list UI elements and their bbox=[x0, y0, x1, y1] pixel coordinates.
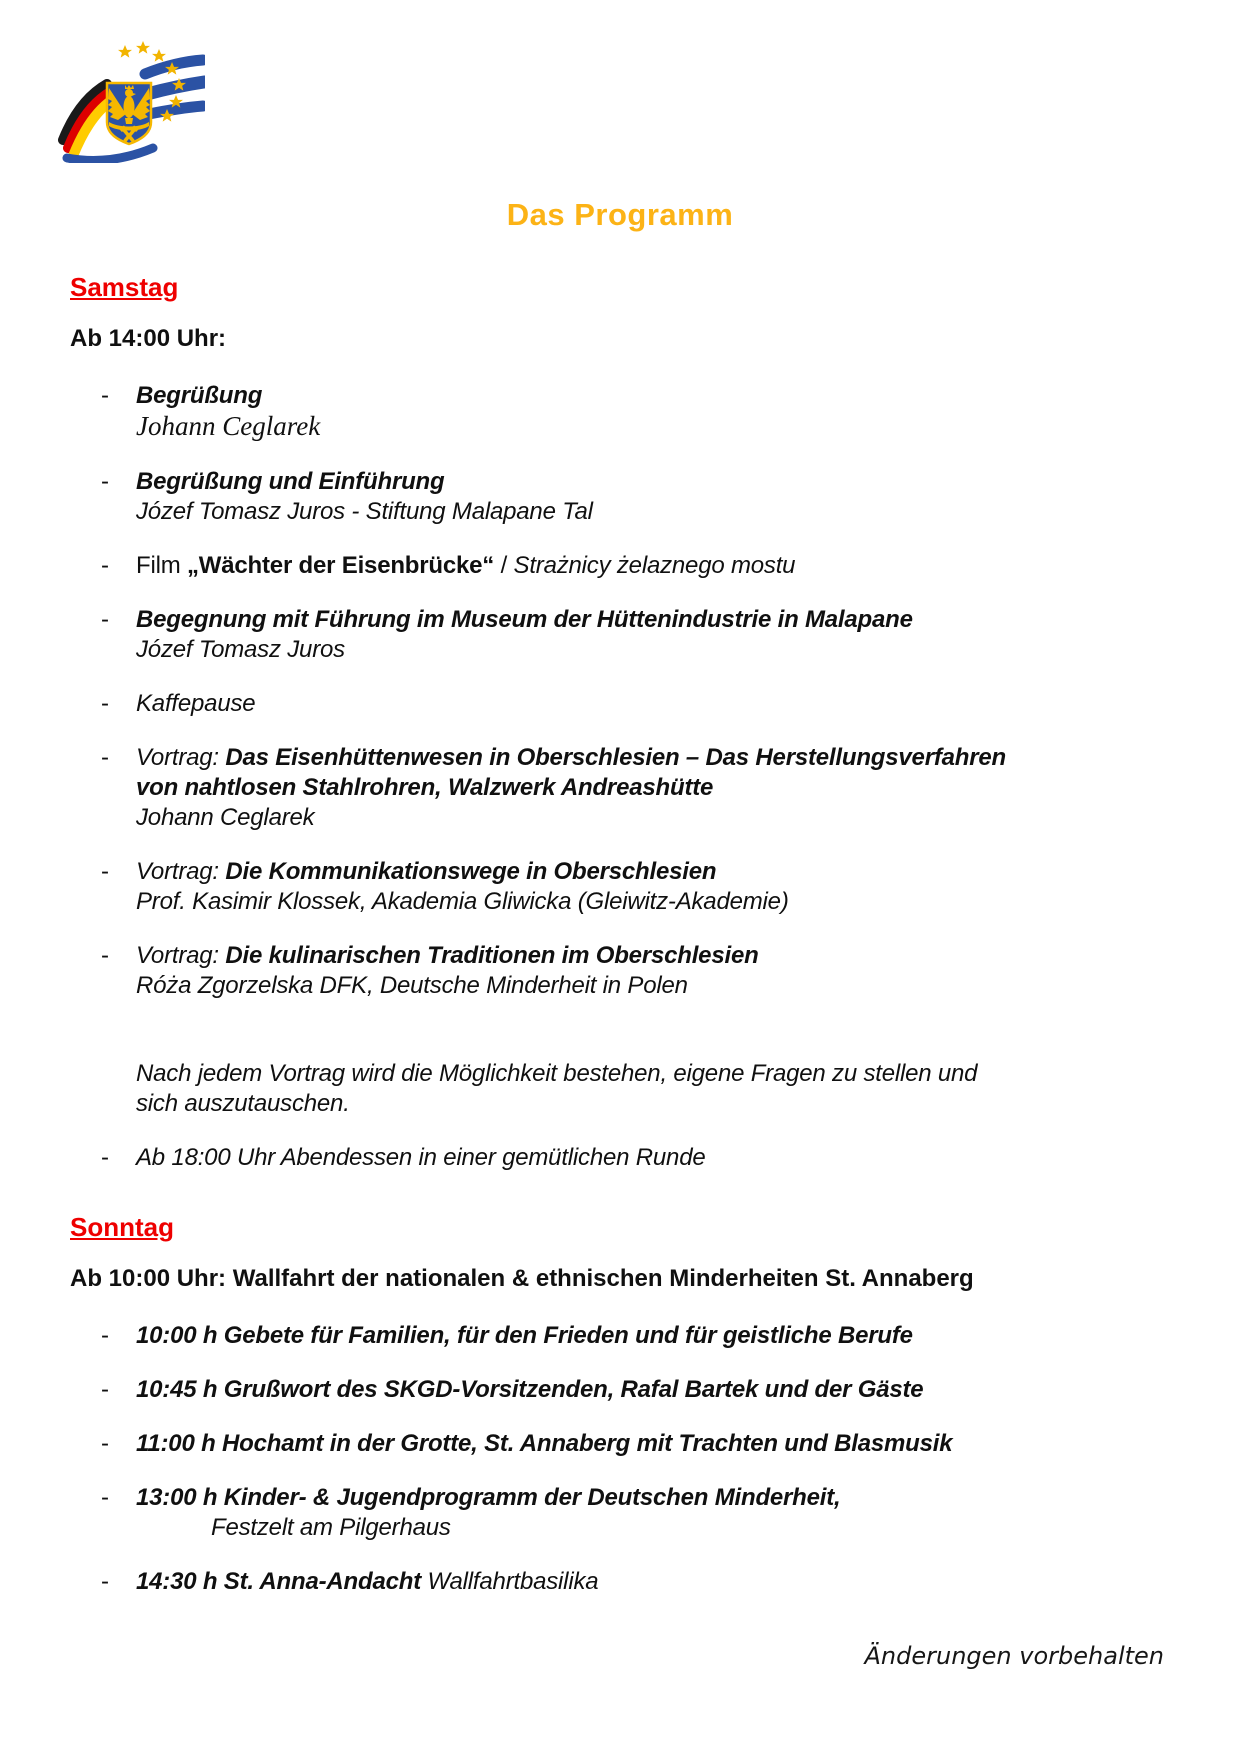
text-run: Strażnicy żelaznego mostu bbox=[513, 552, 796, 579]
text-line bbox=[136, 857, 1170, 887]
text-line bbox=[136, 1375, 1170, 1405]
text-line bbox=[136, 381, 1170, 411]
list-item bbox=[70, 1483, 1170, 1543]
item-text bbox=[136, 1143, 1170, 1173]
bullet-dash: - bbox=[101, 1144, 109, 1171]
item-text bbox=[136, 1321, 1170, 1351]
text-run: / bbox=[494, 552, 514, 579]
item-text bbox=[136, 381, 1170, 443]
text-line bbox=[136, 1089, 1170, 1119]
list-item bbox=[70, 689, 1170, 719]
list-item bbox=[70, 1059, 1170, 1119]
text-run: Begegnung mit Führung im Museum der Hüttenindustrie in Malapane bbox=[136, 606, 913, 633]
text-run: Kaffepause bbox=[136, 690, 256, 717]
text-run: Film bbox=[136, 552, 187, 579]
list-item bbox=[70, 743, 1170, 833]
text-run: Józef Tomasz Juros bbox=[136, 636, 345, 663]
bullet-dash: - bbox=[101, 690, 109, 717]
program-item-list bbox=[70, 381, 1170, 1173]
text-line bbox=[136, 689, 1170, 719]
text-run: Begrüßung und Einführung bbox=[136, 468, 445, 495]
text-run: Róża Zgorzelska DFK, Deutsche Minderheit in Polen bbox=[136, 972, 688, 999]
organization-logo bbox=[55, 36, 205, 163]
text-line bbox=[136, 467, 1170, 497]
bullet-dash: - bbox=[101, 858, 109, 885]
program-item-list bbox=[70, 1321, 1170, 1597]
list-item bbox=[70, 605, 1170, 665]
bullet-dash: - bbox=[101, 468, 109, 495]
bullet-dash: - bbox=[101, 382, 109, 409]
text-run: von nahtlosen Stahlrohren, Walzwerk Andreashütte bbox=[136, 774, 714, 801]
text-line bbox=[136, 605, 1170, 635]
text-run: Prof. Kasimir Klossek, Akademia Gliwicka (Gleiwitz-Akademie) bbox=[136, 888, 789, 915]
list-item bbox=[70, 381, 1170, 443]
text-run: Vortrag: bbox=[136, 744, 226, 771]
text-line bbox=[136, 1513, 1170, 1543]
bullet-dash: - bbox=[101, 1430, 109, 1457]
text-run: Die kulinarischen Traditionen im Oberschlesien bbox=[225, 942, 759, 969]
list-item bbox=[70, 467, 1170, 527]
time-heading: Ab 10:00 Uhr: Wallfahrt der nationalen & ethnischen Minderheiten St. Annaberg bbox=[70, 1265, 974, 1292]
text-line bbox=[136, 1567, 1170, 1597]
list-item bbox=[70, 1429, 1170, 1459]
bullet-dash: - bbox=[101, 552, 109, 579]
list-item bbox=[70, 1375, 1170, 1405]
text-run: Johann Ceglarek bbox=[136, 411, 321, 441]
list-item bbox=[70, 857, 1170, 917]
bullet-dash: - bbox=[101, 1568, 109, 1595]
list-item bbox=[70, 1321, 1170, 1351]
item-text bbox=[136, 605, 1170, 665]
bullet-dash: - bbox=[101, 1376, 109, 1403]
text-run: 10:00 h Gebete für Familien, für den Frieden und für geistliche Berufe bbox=[136, 1322, 913, 1349]
item-text bbox=[136, 689, 1170, 719]
text-run: Ab 18:00 Uhr Abendessen in einer gemütlichen Runde bbox=[136, 1144, 706, 1171]
item-text bbox=[136, 551, 1170, 581]
bullet-dash: - bbox=[101, 606, 109, 633]
text-run: Vortrag: bbox=[136, 942, 226, 969]
time-heading: Ab 14:00 Uhr: bbox=[70, 325, 227, 352]
program-sections bbox=[70, 271, 1170, 1597]
text-run: Wallfahrtbasilika bbox=[427, 1568, 599, 1595]
text-line bbox=[136, 803, 1170, 833]
item-text bbox=[136, 857, 1170, 917]
text-run: Nach jedem Vortrag wird die Möglichkeit bestehen, eigene Fragen zu stellen und bbox=[136, 1060, 978, 1087]
text-run: Die Kommunikationswege in Oberschlesien bbox=[225, 858, 717, 885]
text-line bbox=[136, 1429, 1170, 1459]
list-item bbox=[70, 1143, 1170, 1173]
day-heading: Sonntag bbox=[70, 1212, 174, 1242]
bullet-dash: - bbox=[101, 744, 109, 771]
text-line bbox=[136, 743, 1170, 773]
text-run: 11:00 h Hochamt in der Grotte, St. Annaberg mit Trachten und Blasmusik bbox=[136, 1430, 953, 1457]
bullet-dash: - bbox=[101, 942, 109, 969]
text-run: Festzelt am Pilgerhaus bbox=[211, 1514, 451, 1541]
bullet-dash bbox=[70, 1059, 136, 1119]
text-line bbox=[136, 941, 1170, 971]
text-run: Begrüßung bbox=[136, 382, 263, 409]
list-item bbox=[70, 551, 1170, 581]
item-text bbox=[136, 941, 1170, 1001]
text-run: sich auszutauschen. bbox=[136, 1090, 350, 1117]
text-line bbox=[136, 1483, 1170, 1513]
bullet-dash: - bbox=[101, 1322, 109, 1349]
item-text bbox=[136, 1059, 1170, 1119]
text-run: Józef Tomasz Juros - Stiftung Malapane Tal bbox=[136, 498, 593, 525]
bullet-dash: - bbox=[101, 1484, 109, 1511]
list-item bbox=[70, 941, 1170, 1001]
item-text bbox=[136, 743, 1170, 833]
day-heading: Samstag bbox=[70, 272, 179, 302]
section-samstag bbox=[70, 271, 1170, 1173]
text-line bbox=[136, 773, 1170, 803]
text-line bbox=[136, 551, 1170, 581]
silesian-eagle-shield-icon bbox=[107, 83, 151, 144]
text-run: Johann Ceglarek bbox=[136, 804, 315, 831]
text-line bbox=[136, 497, 1170, 527]
list-item bbox=[70, 1567, 1170, 1597]
text-run: Das Eisenhüttenwesen in Oberschlesien – Das Herstellungsverfahren bbox=[225, 744, 1006, 771]
text-run: 14:30 h St. Anna-Andacht bbox=[136, 1568, 428, 1595]
item-text bbox=[136, 1429, 1170, 1459]
item-text bbox=[136, 1567, 1170, 1597]
document-content bbox=[0, 197, 1240, 1597]
item-text bbox=[136, 1483, 1170, 1543]
text-line bbox=[136, 1059, 1170, 1089]
item-text bbox=[136, 1375, 1170, 1405]
text-run: „Wächter der Eisenbrücke“ bbox=[187, 552, 495, 579]
page-title: Das Programm bbox=[506, 197, 734, 232]
text-line bbox=[136, 1143, 1170, 1173]
text-line bbox=[136, 411, 1170, 443]
text-run: Vortrag: bbox=[136, 858, 226, 885]
text-line bbox=[136, 887, 1170, 917]
text-line bbox=[136, 635, 1170, 665]
text-run: 13:00 h Kinder- & Jugendprogramm der Deutschen Minderheit, bbox=[136, 1484, 841, 1511]
text-line bbox=[136, 971, 1170, 1001]
footer-note: Änderungen vorbehalten bbox=[864, 1642, 1164, 1670]
text-run: 10:45 h Grußwort des SKGD-Vorsitzenden, Rafal Bartek und der Gäste bbox=[136, 1376, 924, 1403]
text-line bbox=[136, 1321, 1170, 1351]
item-text bbox=[136, 467, 1170, 527]
section-sonntag bbox=[70, 1211, 1170, 1597]
